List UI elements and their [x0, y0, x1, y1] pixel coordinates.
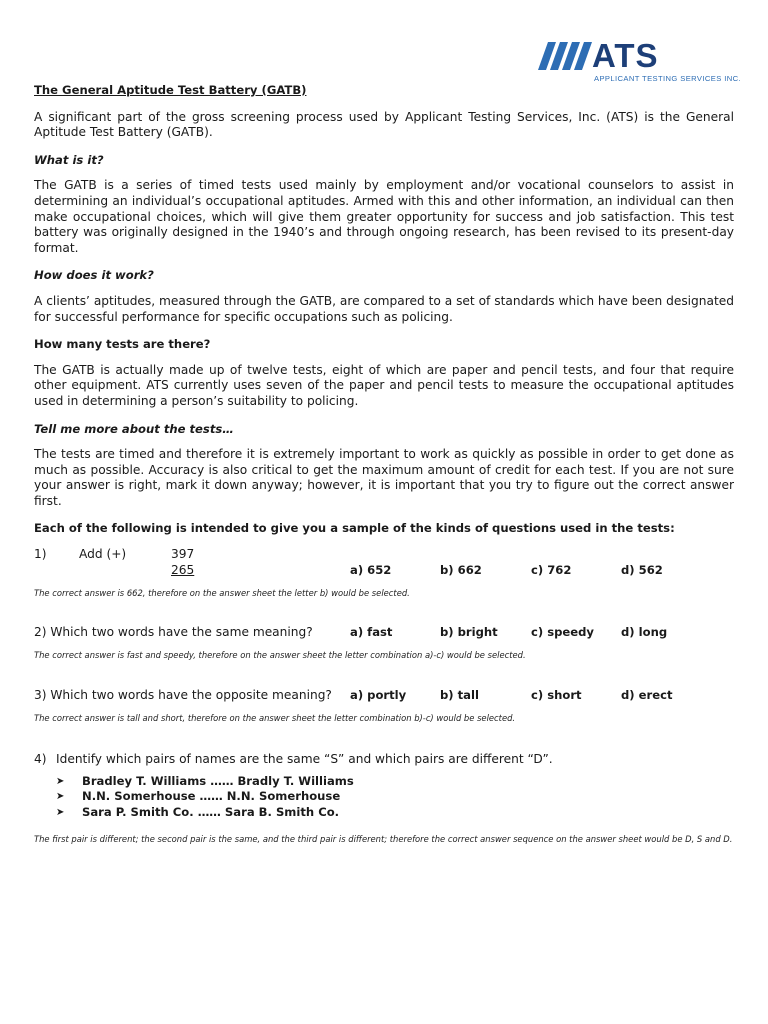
q1-row-top	[34, 547, 734, 563]
q1-label: Add (+)	[79, 547, 127, 562]
pair-text: Bradley T. Williams …… Bradly T. Williams	[82, 774, 354, 789]
q1-option-a: a) 652	[350, 563, 392, 578]
q2-option-d: d) long	[621, 625, 668, 640]
section-body-how-many: The GATB is actually made up of twelve tests, eight of which are paper and pencil tests, and four that require other equipment. ATS currently uses seven of the paper and pencil tests to measure the occupational aptitudes used in determining a person’s suitability to policing.	[34, 362, 734, 408]
q3-option-c: c) short	[531, 688, 582, 703]
q3-option-d: d) erect	[621, 688, 673, 703]
q1-option-c: c) 762	[531, 563, 572, 578]
q1-top-number: 397	[171, 547, 195, 562]
q1-note: The correct answer is 662, therefore on the answer sheet the letter b) would be selected.	[34, 588, 410, 599]
pair-text: Sara P. Smith Co. …… Sara B. Smith Co.	[82, 804, 340, 819]
q4-prompt: Identify which pairs of names are the same “S” and which pairs are different “D”.	[56, 752, 553, 767]
section-heading-what: What is it?	[34, 152, 104, 167]
q3-row	[34, 688, 734, 704]
q2-note: The correct answer is fast and speedy, therefore on the answer sheet the letter combination a)-c) would be selected.	[34, 650, 526, 661]
q2-option-a: a) fast	[350, 625, 393, 640]
q2-option-b: b) bright	[440, 625, 498, 640]
name-pairs-list	[34, 774, 734, 820]
q4-row	[34, 752, 734, 768]
q1-option-b: b) 662	[440, 563, 482, 578]
section-body-how: A clients’ aptitudes, measured through the GATB, are compared to a set of standards which have been designated for successful performance for specific occupations such as policing.	[34, 293, 734, 324]
list-item	[56, 774, 734, 789]
section-heading-how: How does it work?	[34, 268, 154, 283]
section-body-what: The GATB is a series of timed tests used mainly by employment and/or vocational counselors to assist in determining an individual’s occupational aptitudes. Armed with this and other information, an individual can then make occupational choices, which will give them greater opportunity for success and job satisfaction. This test battery was originally designed in the 1940’s and through ongoing research, has been revised to its present-day format.	[34, 178, 734, 255]
section-heading-tell-more: Tell me more about the tests…	[34, 421, 234, 436]
document-body	[34, 83, 734, 845]
q3-option-b: b) tall	[440, 688, 479, 703]
samples-intro: Each of the following is intended to give you a sample of the kinds of questions used in the tests:	[34, 521, 675, 536]
q2-row	[34, 625, 734, 641]
q3-prompt: 3) Which two words have the opposite meaning?	[34, 688, 332, 703]
q4-number: 4)	[34, 752, 47, 767]
section-heading-how-many: How many tests are there?	[34, 337, 211, 352]
arrow-bullet-icon: ➤	[56, 791, 65, 803]
list-item	[56, 805, 734, 820]
logo-tagline: APPLICANT TESTING SERVICES INC.	[594, 74, 742, 83]
page-title: The General Aptitude Test Battery (GATB)	[34, 83, 307, 97]
q3-note: The correct answer is tall and short, therefore on the answer sheet the letter combination b)-c) would be selected.	[34, 713, 516, 724]
q2-option-c: c) speedy	[531, 625, 594, 640]
q1-bottom-number: 265	[171, 563, 195, 578]
arrow-bullet-icon: ➤	[56, 776, 65, 788]
list-item	[56, 789, 734, 804]
pair-text: N.N. Somerhouse …… N.N. Somerhouse	[82, 789, 341, 804]
logo-brand: ATS	[592, 37, 659, 74]
q2-prompt: 2) Which two words have the same meaning?	[34, 625, 313, 640]
q4-note: The first pair is different; the second pair is the same, and the third pair is different; therefore the correct answer sequence on the answer sheet would be D, S and D.	[34, 834, 733, 845]
q1-option-d: d) 562	[621, 563, 663, 578]
q1-number: 1)	[34, 547, 47, 562]
q3-option-a: a) portly	[350, 688, 407, 703]
section-body-tell-more: The tests are timed and therefore it is extremely important to work as quickly as possible in order to get done as much as possible. Accuracy is also critical to get the maximum amount of credit for each test. If you are not sure your answer is right, mark it down anyway; however, it is important that you try to figure out the correct answer first.	[34, 447, 734, 508]
arrow-bullet-icon: ➤	[56, 806, 65, 818]
intro-paragraph: A significant part of the gross screening process used by Applicant Testing Services, Inc. (ATS) is the General Aptitude Test Battery (GATB).	[34, 109, 734, 140]
q1-row-bottom	[34, 563, 734, 579]
